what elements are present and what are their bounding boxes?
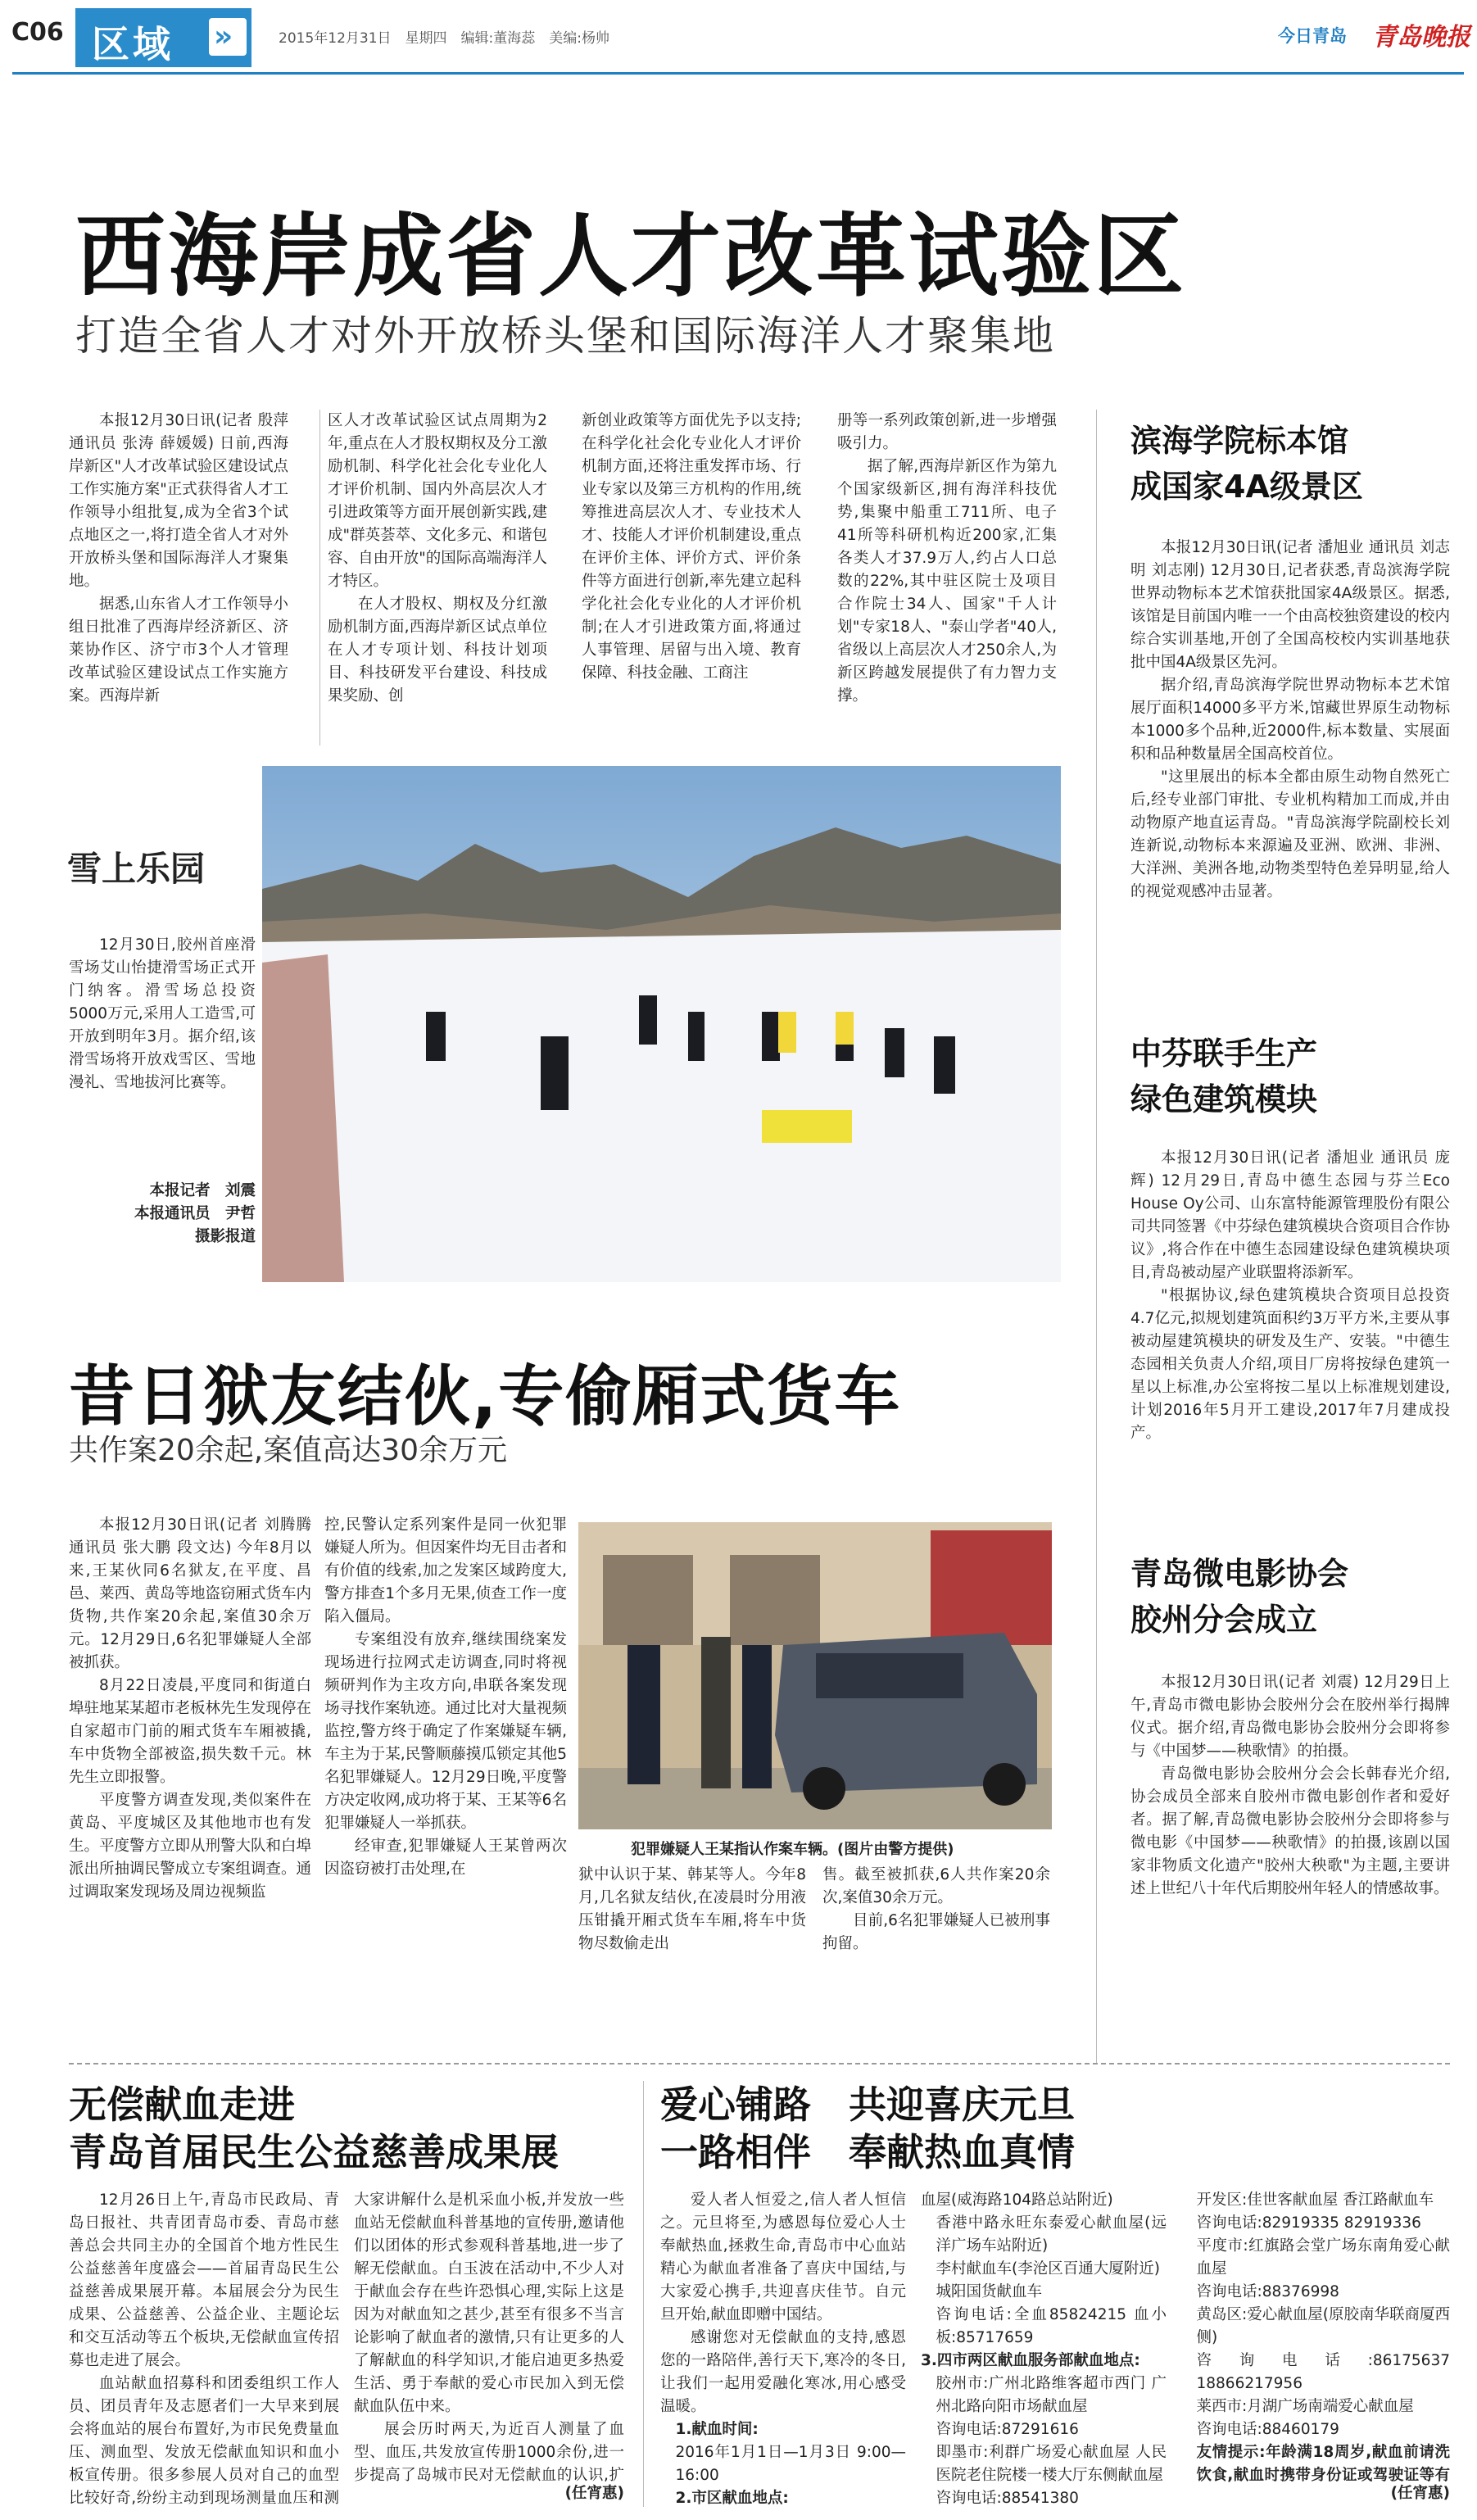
newyear-para: 胶州市:广州北路维客超市西门 广州北路向阳市场献血屋 (936, 2375, 1167, 2415)
newyear-para: 开发区:佳世客献血屋 香江路献血车 (1196, 2191, 1434, 2209)
suspect-car-image (578, 1522, 1052, 1829)
newyear-para: 咨询电话:87291616 (936, 2421, 1079, 2438)
column-divider (319, 410, 320, 746)
lead2-para: 专案组没有放弃,继续围绕案发现场进行拉网式走访调查,同时将视频研判作为主攻方向,串联各案发现场寻找作案轨迹。通过比对大量视频监控,警方终于确定了作案嫌疑车辆,车主为于某,民警顺藤摸瓜锁定其他5名犯罪嫌疑人。12月29日晚,平度警方决定收网,成功将于某、王某等6名犯罪嫌疑人一举抓获。 (324, 1631, 567, 1832)
lead2-para: 控,民警认定系列案件是同一伙犯罪嫌疑人所为。但因案件均无目击者和有价值的线索,加之发案区域跨度大,警方排查1个多月无果,侦查工作一度陷入僵局。 (324, 1516, 567, 1625)
newyear-para: 2016年1月1日—1月3日 9:00—16:00 (675, 2444, 906, 2484)
newyear-para: 城阳国货献血车 (936, 2283, 1043, 2300)
right2-para: "根据协议,绿色建筑模块合资项目总投资4.7亿元,拟规划建筑面积约3万平方米,主要从事被动屋建筑模块的研发及生产、安装。"中德生态园相关负责人介绍,项目厂房将按绿色建筑一星以上标准,办公室将按二星以上标准规划建设,计划2016年5月开工建设,2017年7月建成投产。 (1130, 1287, 1450, 1442)
newyear-para: 1.献血时间: (675, 2421, 759, 2438)
right1-para: "这里展出的标本全都由原生动物自然死亡后,经专业部门审批、专业机构精加工而成,并由动物原产地直运青岛。"青岛滨海学院副校长刘连新说,动物标本来源遍及亚洲、欧洲、非洲、大洋洲、美洲各地,动物类型特色差异明显,给人的视觉观感冲击显著。 (1130, 768, 1450, 900)
headline-line: 滨海学院标本馆 (1130, 423, 1349, 459)
headline-line: 一路相伴 奉献热血真情 (660, 2130, 1075, 2174)
lead-para: 据了解,西海岸新区作为第九个国家级新区,拥有海洋科技优势,集聚中船重工711所、电子41所等科研机构近200家,汇集各类人才37.9万人,约占人口总数的22%,其中驻区院士及项目合作院士34人、国家"千人计划"专家18人、"泰山学者"40人,省级以上高层次人才250余人,为新区跨越发展提供了有力智力支撑。 (837, 458, 1057, 705)
headline-line: 中芬联手生产 (1130, 1036, 1318, 1072)
lead-para: 据悉,山东省人才工作领导小组日批准了西海岸经济新区、济莱协作区、济宁市3个人才管理改革试验区建设试点工作实施方案。西海岸新 (69, 596, 288, 705)
lead2-column-4 (822, 1864, 1050, 2019)
blood-para: 12月26日上午,青岛市民政局、青岛日报社、共青团青岛市委、青岛市慈善总会共同主办的全国首个地方性民生公益慈善年度盛会——首届青岛民生公益慈善成果展开幕。本届展会分为民生成果、公益慈善、公益企业、主题论坛和交互活动等五个板块,无偿献血宣传招募也走进了展会。 (69, 2191, 339, 2369)
right3-para: 本报12月30日讯(记者 刘震) 12月29日上午,青岛市微电影协会胶州分会在胶州举行揭牌仪式。据介绍,青岛微电影协会胶州分会即将参与《中国梦——秧歌情》的拍摄。 (1130, 1674, 1450, 1760)
lead-column-2 (328, 410, 547, 746)
column-divider (643, 2081, 644, 2507)
lead2-column-1 (69, 1514, 311, 2022)
newyear-para: 3.四市两区献血服务部献血地点: (921, 2352, 1140, 2369)
newyear-para: 黄岛区:爱心献血屋(原胶南华联商厦西侧) (1196, 2306, 1450, 2346)
right1-para: 本报12月30日讯(记者 潘旭业 通讯员 刘志明 刘志刚) 12月30日,记者获悉,青岛滨海学院世界动物标本艺术馆获批国家4A级景区。据悉,该馆是目前国内唯一一个由高校独资建设的校内综合实训基地,开创了全国高校校内实训基地获批中国4A级景区先河。 (1130, 539, 1450, 671)
lead2-para: 目前,6名犯罪嫌疑人已被刑事拘留。 (822, 1912, 1050, 1952)
lead2-para: 售。截至被抓获,6人共作案20余次,案值30余万元。 (822, 1866, 1050, 1906)
lead-para: 新创业政策等方面优先予以支持;在科学化社会化专业化人才评价机制方面,还将注重发挥市场、行业专家以及第三方机构的作用,统筹推进高层次人才、专业技术人才、技能人才评价机制建设,重点在评价主体、评价方式、评价条件等方面进行创新,率先建立起科学化社会化专业化的人才评价机制;在人才引进政策方面,将通过人事管理、居留与出入境、教育保障、科技金融、工商注 (582, 412, 801, 682)
newyear-para: 爱人者人恒爱之,信人者人恒信之。元旦将至,为感恩每位爱心人士奉献热血,拯救生命,青岛市中心血站精心为献血者准备了喜庆中国结,与大家爱心携手,共迎喜庆佳节。自元旦开始,献血即赠中国结。 (660, 2191, 906, 2323)
newyear-para: 香港中路永旺东泰爱心献血屋(远洋广场车站附近) (936, 2214, 1167, 2255)
headline-line: 青岛首届民生公益慈善成果展 (69, 2130, 559, 2174)
headline-line: 成国家4A级景区 (1130, 469, 1363, 505)
right2-headline (1130, 1031, 1442, 1122)
right3-body (1130, 1671, 1450, 2015)
blood-byline: (任宵惠) (564, 2485, 624, 2502)
newyear-para: 感谢您对无偿献血的支持,感恩您的一路陪伴,善行天下,寒冷的冬日,让我们一起用爱融化寒冰,用心感受温暖。 (660, 2329, 906, 2415)
newyear-para: 咨询电话:全血85824215 血小板:85717659 (936, 2306, 1167, 2346)
lead-column-3 (582, 410, 801, 746)
lead-para: 册等一系列政策创新,进一步增强吸引力。 (837, 412, 1057, 452)
credit-line: 本报记者 刘震 (149, 1182, 256, 1199)
snow-photo (262, 766, 1061, 1282)
lead2-headline: 昔日狱友结伙,专偷厢式货车 (69, 1358, 902, 1434)
page-number: C06 (11, 18, 64, 47)
lead-column-4 (837, 410, 1057, 746)
lead2-para: 本报12月30日讯(记者 刘腾腾 通讯员 张大鹏 段文达) 今年8月以来,王某伙同6名狱友,在平度、昌邑、莱西、黄岛等地盗窃厢式货车内货物,共作案20余起,案值30余万元。12月29日,6名犯罪嫌疑人全部被抓获。 (69, 1516, 311, 1671)
section-label: 区域 (92, 22, 174, 66)
right3-para: 青岛微电影协会胶州分会会长韩春光介绍,协会成员全部来自胶州市微电影创作者和爱好者。据了解,青岛微电影协会胶州分会即将参与微电影《中国梦——秧歌情》的拍摄,该剧以国家非物质文化遗产"胶州大秧歌"为主题,主要讲述上世纪八十年代后期胶州年轻人的情感故事。 (1130, 1765, 1450, 1897)
headline-line: 青岛微电影协会 (1130, 1556, 1349, 1592)
blood-para: 大家讲解什么是机采血小板,并发放一些血站无偿献血科普基地的宣传册,邀请他们以团体的形式参观科普基地,进一步了解无偿献血。白玉波在活动中,不少人对于献血会存在些许恐惧心理,实际上这是因为对献血知之甚少,甚至有很多不当言论影响了献血者的激情,只有让更多的人了解献血的科学知识,才能启迪更多热爱生活、勇于奉献的爱心市民加入到无偿献血队伍中来。 (354, 2191, 624, 2415)
newyear-para: 咨询电话:82919335 82919336 (1196, 2214, 1421, 2232)
lead2-para: 狱中认识于某、韩某等人。今年8月,几名狱友结伙,在凌晨时分用液压钳撬开厢式货车车厢,将车中货物尽数偷走出 (578, 1866, 806, 1952)
section-separator (69, 2063, 1450, 2064)
lead-subheadline: 打造全省人才对外开放桥头堡和国际海洋人才聚集地 (75, 312, 1055, 360)
newyear-byline: (任宵惠) (1390, 2485, 1450, 2502)
newyear-para: 咨询电话:88541380 (936, 2490, 1079, 2507)
headline-line: 爱心铺路 共迎喜庆元旦 (660, 2083, 1075, 2127)
lead2-column-2 (324, 1514, 567, 2022)
newyear-para: 即墨市:利群广场爱心献血屋 人民医院老住院楼一楼大厅东侧献血屋 (936, 2444, 1167, 2484)
lead2-para: 经审查,犯罪嫌疑人王某曾两次因盗窃被打击处理,在 (324, 1838, 567, 1878)
headline-line: 绿色建筑模块 (1130, 1081, 1318, 1117)
snow-headline: 雪上乐园 (67, 849, 206, 889)
snow-credit (69, 1180, 256, 1262)
lead2-column-3 (578, 1864, 806, 2019)
blood-column-2 (354, 2189, 624, 2484)
blood-para: 展会历时两天,为近百人测量了血型、血压,共发放宣传册1000余份,进一步提高了岛城市民对无偿献血的认识,扩 (354, 2421, 624, 2484)
right3-headline (1130, 1551, 1442, 1643)
right-rail-divider (1096, 410, 1097, 2064)
newyear-para: 李村献血车(李沧区百通大厦附近) (936, 2260, 1160, 2278)
newyear-para: 2.市区献血地点: (675, 2490, 789, 2507)
newyear-para: 血屋(威海路104路总站附近) (921, 2191, 1113, 2209)
credit-line: 摄影报道 (194, 1228, 256, 1245)
lead-headline: 西海岸成省人才改革试验区 (75, 204, 1186, 309)
blood-column-1 (69, 2189, 339, 2509)
newyear-para: 咨询电话:88376998 (1196, 2283, 1339, 2300)
police-photo-caption: 犯罪嫌疑人王某指认作案车辆。(图片由警方提供) (631, 1841, 954, 1858)
lead-para: 本报12月30日讯(记者 殷萍 通讯员 张涛 薛媛媛) 日前,西海岸新区"人才改革试验区建设试点工作实施方案"正式获得省人才工作领导小组批复,成为全省3个试点地区之一,将打造全省人才对外开放桥头堡和国际海洋人才聚集地。 (69, 412, 288, 590)
snow-para: 12月30日,胶州首座滑雪场艾山怡捷滑雪场正式开门纳客。滑雪场总投资5000万元,采用人工造雪,可开放到明年3月。据介绍,该滑雪场将开放戏雪区、雪地漫礼、雪地拔河比赛等。 (69, 936, 256, 1091)
issue-meta: 2015年12月31日 星期四 编辑:董海蕊 美编:杨帅 (279, 30, 609, 47)
snow-body (69, 934, 256, 1180)
brand-today: 今日青岛 (1278, 26, 1347, 46)
newyear-column-3 (1181, 2189, 1450, 2484)
right1-body (1130, 537, 1450, 1020)
lead-para: 在人才股权、期权及分红激励机制方面,西海岸新区试点单位在人才专项计划、科技计划项目、科技研发平台建设、科技成果奖励、创 (328, 596, 547, 705)
newyear-column-1 (660, 2189, 906, 2509)
newyear-para: 友情提示:年龄满18周岁,献血前请洗饮食,献血时携带身份证或驾驶证等有 (1196, 2444, 1450, 2484)
newyear-headline (660, 2081, 1075, 2176)
police-photo (578, 1522, 1052, 1829)
lead-column-1 (69, 410, 288, 746)
newyear-para: 平度市:红旗路会堂广场东南角爱心献血屋 (1196, 2237, 1450, 2278)
page-header (0, 0, 1477, 74)
newyear-para: 莱西市:月湖广场南端爱心献血屋 (1196, 2398, 1414, 2415)
newyear-para: 咨询电话:86175637 18866217956 (1196, 2352, 1450, 2392)
newyear-para: 咨询电话:88460179 (1196, 2421, 1339, 2438)
header-rule (12, 72, 1464, 75)
blood-para: 血站献血招募科和团委组织工作人员、团员青年及志愿者们一大早来到展会将血站的展台布置好,为市民免费量血压、测血型、发放无偿献血知识和血小板宣传册。很多参展人员对自己的血型比较好奇,纷纷主动到现场测量血压和测 (69, 2375, 339, 2507)
right1-para: 据介绍,青岛滨海学院世界动物标本艺术馆展厅面积14000多平方米,馆藏世界原生动物标本1000多个品种,近2000件,标本数量、实展面积和品种数量居全国高校首位。 (1130, 677, 1450, 763)
lead-para: 区人才改革试验区试点周期为2年,重点在人才股权期权及分工激励机制、科学化社会化专业化人才评价机制、国内外高层次人才引进政策等方面开展创新实践,建成"群英荟萃、文化多元、和谐包容、自由开放"的国际高端海洋人才特区。 (328, 412, 547, 590)
lead2-para: 平度警方调查发现,类似案件在黄岛、平度城区及其他地市也有发生。平度警方立即从刑警大队和白埠派出所抽调民警成立专案组调查。通过调取案发现场及周边视频监 (69, 1792, 311, 1901)
right2-para: 本报12月30日讯(记者 潘旭业 通讯员 庞辉) 12月29日,青岛中德生态园与芬兰Eco House Oy公司、山东富特能源管理股份有限公司共同签署《中芬绿色建筑模块合资项目合作协议》,将合作在中德生态园建设绿色建筑模块项目,青岛被动屋产业联盟将添新军。 (1130, 1149, 1450, 1281)
double-chevron-right-icon: » (214, 20, 233, 53)
headline-line: 无偿献血走进 (69, 2083, 295, 2127)
credit-line: 本报通讯员 尹哲 (134, 1205, 256, 1222)
lead2-para: 8月22日凌晨,平度同和街道白埠驻地某某超市老板林先生发现停在自家超市门前的厢式货车车厢被撬,车中货物全部被盗,损失数千元。林先生立即报警。 (69, 1677, 311, 1786)
brand-logo: 青岛晚报 (1372, 23, 1470, 52)
headline-line: 胶州分会成立 (1130, 1602, 1318, 1638)
ski-slope-image (262, 766, 1061, 1282)
lead2-subheadline: 共作案20余起,案值高达30余万元 (69, 1434, 508, 1467)
blood-headline (69, 2081, 559, 2176)
newyear-column-2 (921, 2189, 1167, 2509)
right1-headline (1130, 418, 1442, 510)
right2-body (1130, 1147, 1450, 1532)
